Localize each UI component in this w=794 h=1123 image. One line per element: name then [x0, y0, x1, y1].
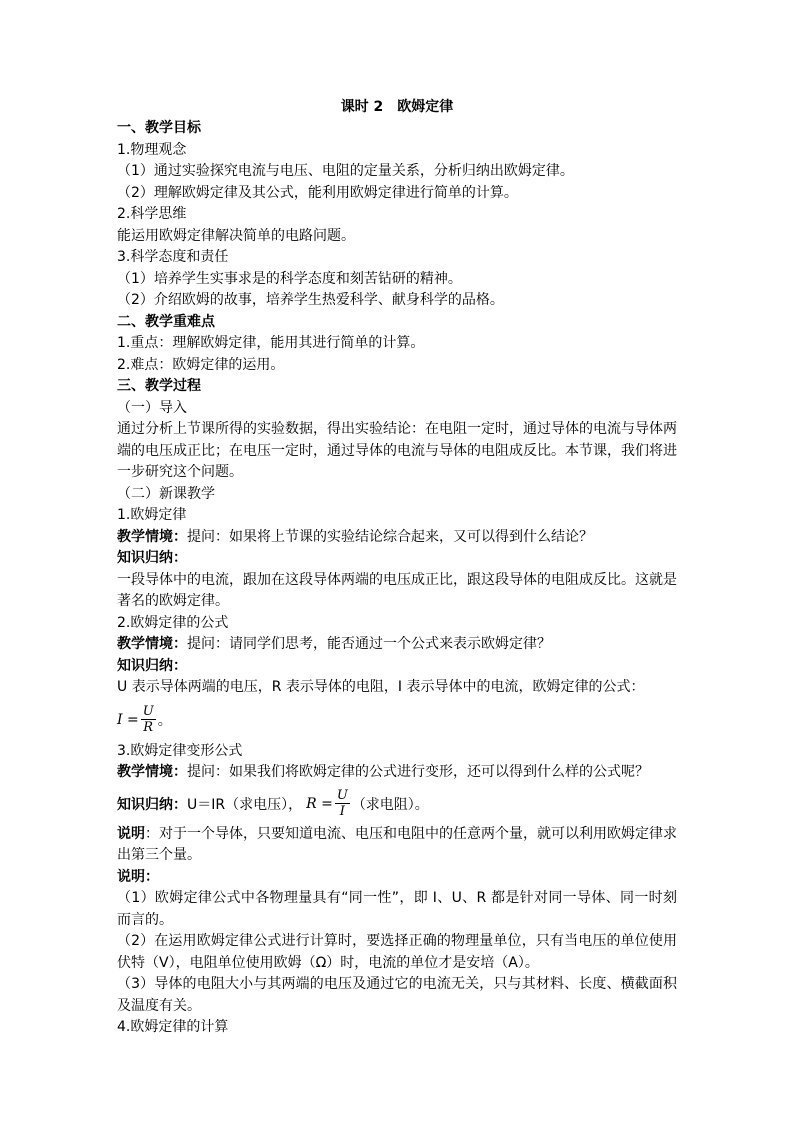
ohms-law-formula [117, 699, 677, 741]
label-teaching-scenario: 教学情境： [117, 636, 187, 652]
fraction-numerator: U [336, 788, 348, 803]
page-title: 课时 2 欧姆定律 [340, 99, 454, 115]
section-heading-goals: 一、教学目标 [117, 120, 201, 136]
variant-formula-line [117, 784, 677, 824]
subheading-attitude: 3.科学态度和责任 [117, 249, 229, 265]
question-text: 提问：如果将上节课的实验结论综合起来，又可以得到什么结论？ [187, 528, 593, 545]
paragraph-formula-desc: U 表示导体两端的电压，R 表示导体的电阻，I 表示导体中的电流，欧姆定律的公式： [117, 679, 645, 695]
note-item: （3）导体的电阻大小与其两端的电压及通过它的电流无关，只与其材料、长度、横截面积及温度有关。 [117, 976, 677, 1014]
note-item: （1）欧姆定律公式中各物理量具有“同一性”，即 I、U、R 都是针对同一导体、同一时刻而言的。 [117, 890, 677, 928]
note-label: 说明 [117, 825, 145, 842]
formula-voltage: U＝IR（求电压）， [187, 796, 303, 813]
formula-lhs: I = [117, 711, 139, 728]
list-item: （2）理解欧姆定律及其公式，能利用欧姆定律进行简单的计算。 [117, 184, 518, 201]
subheading-new-lesson: （二）新课教学 [117, 485, 215, 502]
paragraph: 能运用欧姆定律解决简单的电路问题。 [117, 227, 355, 244]
note-text: ：对于一个导体，只要知道电流、电压和电阻中的任意两个量，就可以利用欧姆定律求出第三个量。 [117, 825, 677, 863]
list-item: （1）培养学生实事求是的科学态度和刻苦钻研的精神。 [117, 270, 462, 287]
paragraph-ohms-law: 一段导体中的电流，跟加在这段导体两端的电压成正比，跟这段导体的电阻成反比。这就是著名的欧姆定律。 [117, 571, 677, 609]
section-heading-key-points: 二、教学重难点 [117, 313, 215, 330]
question-text: 提问：如果我们将欧姆定律的公式进行变形，还可以得到什么样的公式呢？ [187, 764, 649, 780]
document-page [117, 96, 677, 1039]
label-teaching-scenario: 教学情境： [117, 764, 187, 780]
note-item: （2）在运用欧姆定律公式进行计算时，要选择正确的物理量单位，只有当电压的单位使用伏特（V），电阻单位使用欧姆（Ω）时，电流的单位才是安培（A）。 [117, 933, 677, 971]
formula-lhs: R = [306, 795, 333, 812]
list-item: （2）介绍欧姆的故事，培养学生热爱科学、献身科学的品格。 [117, 292, 504, 308]
label-knowledge-summary: 知识归纳： [117, 657, 187, 674]
subheading-variant-formula: 3.欧姆定律变形公式 [117, 742, 243, 759]
fraction-denominator: I [339, 804, 345, 819]
list-item: （1）通过实验探究电流与电压、电阻的定量关系，分析归纳出欧姆定律。 [117, 163, 574, 179]
question-text: 提问：请同学们思考，能否通过一个公式来表示欧姆定律？ [187, 636, 551, 652]
note-paragraph [117, 824, 677, 867]
section-heading-process: 三、教学过程 [117, 378, 201, 394]
subheading-intro: （一）导入 [117, 399, 187, 416]
label-teaching-scenario: 教学情境： [117, 528, 187, 545]
label-knowledge-summary: 知识归纳： [117, 796, 187, 813]
subheading-ohms-law: 1.欧姆定律 [117, 507, 187, 523]
formula-fraction [335, 788, 350, 819]
subheading-formula: 2.欧姆定律的公式 [117, 614, 229, 631]
subheading-scientific-thinking: 2.科学思维 [117, 206, 187, 222]
paragraph-intro: 通过分析上节课所得的实验数据，得出实验结论：在电阻一定时，通过导体的电流与导体两端的电压成正比；在电压一定时，通过导体的电流与导体的电阻成反比。本节课，我们将进一步研究这个问题。 [117, 421, 677, 480]
fraction-numerator: U [142, 704, 154, 719]
notes-heading: 说明： [117, 868, 159, 885]
paragraph: 1.重点：理解欧姆定律，能用其进行简单的计算。 [117, 335, 425, 351]
formula-end: 。 [157, 712, 172, 729]
paragraph: 2.难点：欧姆定律的运用。 [117, 356, 285, 373]
label-knowledge-summary: 知识归纳： [117, 550, 187, 566]
fraction-denominator: R [143, 720, 154, 735]
subheading-calculation: 4.欧姆定律的计算 [117, 1019, 229, 1035]
formula-resistance-note: （求电阻）。 [351, 796, 429, 813]
formula-fraction [141, 704, 156, 735]
subheading-physics-concept: 1.物理观念 [117, 141, 187, 158]
